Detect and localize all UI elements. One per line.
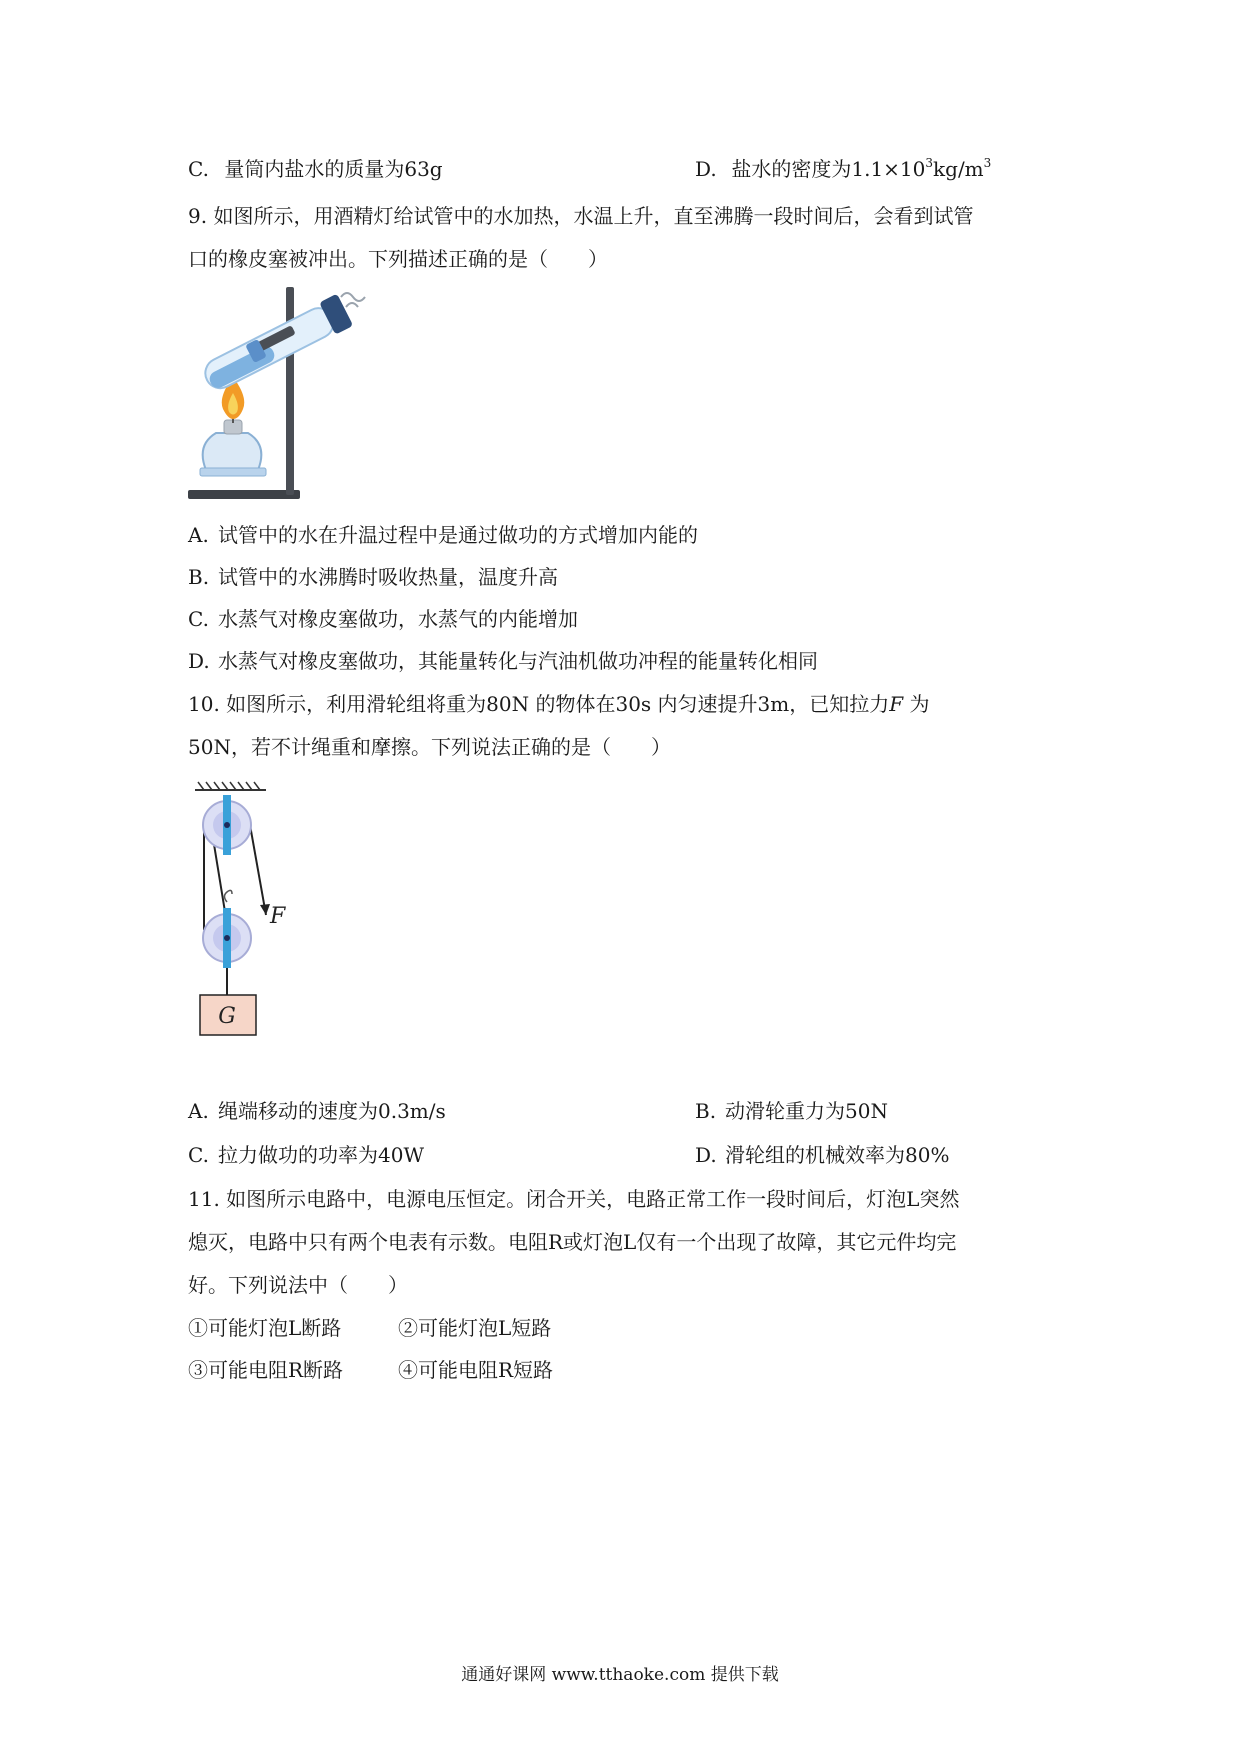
q11-choice-1: ①可能灯泡L断路 bbox=[188, 1316, 342, 1340]
footer-source: 通通好课网 www.tthaoke.com 提供下载 bbox=[461, 1665, 779, 1685]
option-text: 试管中的水在升温过程中是通过做功的方式增加内能的 bbox=[218, 523, 698, 547]
q9-option-b bbox=[188, 563, 558, 591]
option-label: C. bbox=[188, 1143, 209, 1167]
q9-stem-line1: 9. 如图所示，用酒精灯给试管中的水加热，水温上升，直至沸腾一段时间后，会看到试管 bbox=[188, 204, 974, 228]
exponent: 3 bbox=[925, 156, 934, 170]
option-text: 水蒸气对橡皮塞做功，水蒸气的内能增加 bbox=[218, 607, 578, 631]
stand-rod bbox=[286, 287, 294, 495]
q10-stem-line1 bbox=[188, 690, 929, 718]
pulley-system-figure bbox=[190, 780, 310, 1040]
option-text: 试管中的水沸腾时吸收热量，温度升高 bbox=[218, 565, 558, 589]
option-label: D. bbox=[695, 1143, 717, 1167]
option-label: D. bbox=[188, 649, 210, 673]
option-text: 滑轮组的机械效率为80% bbox=[725, 1143, 950, 1167]
option-text: 拉力做功的功率为40W bbox=[218, 1143, 425, 1167]
steam bbox=[341, 293, 365, 301]
option-label: A. bbox=[188, 523, 209, 547]
option-text: 量筒内盐水的质量为63g bbox=[224, 157, 443, 181]
force-symbol: F bbox=[889, 692, 904, 716]
q9-option-d bbox=[188, 647, 818, 675]
alcohol-lamp-body bbox=[203, 433, 262, 470]
q10-option-d bbox=[695, 1141, 949, 1169]
q9-option-a bbox=[188, 521, 698, 549]
stem-text: 10. 如图所示，利用滑轮组将重为80N 的物体在30s 内匀速提升3m，已知拉力 bbox=[188, 692, 890, 716]
q9-option-c bbox=[188, 605, 578, 633]
q11-stem-line2: 熄灭，电路中只有两个电表有示数。电阻R或灯泡L仅有一个出现了故障，其它元件均完 bbox=[188, 1230, 957, 1254]
option-label: A. bbox=[188, 1099, 209, 1123]
q10-option-b bbox=[695, 1097, 888, 1125]
q10-option-a bbox=[188, 1097, 446, 1125]
option-text: 动滑轮重力为50N bbox=[725, 1099, 888, 1123]
q11-choice-4: ④可能电阻R短路 bbox=[398, 1358, 554, 1382]
q9-stem-line2: 口的橡皮塞被冲出。下列描述正确的是（ ） bbox=[188, 247, 608, 271]
q8-option-c bbox=[188, 155, 443, 183]
option-text: 水蒸气对橡皮塞做功，其能量转化与汽油机做功冲程的能量转化相同 bbox=[218, 649, 818, 673]
force-label: F bbox=[270, 904, 286, 929]
exponent: 3 bbox=[983, 156, 992, 170]
option-text: 盐水的密度为1.1×10 bbox=[731, 157, 926, 181]
option-label: D. bbox=[695, 157, 717, 181]
option-label: B. bbox=[188, 565, 210, 589]
q10-option-c bbox=[188, 1141, 424, 1169]
stem-text-end: 为 bbox=[909, 692, 930, 716]
q11-stem-line1: 11. 如图所示电路中，电源电压恒定。闭合开关，电路正常工作一段时间后，灯泡L突然 bbox=[188, 1187, 960, 1211]
option-text: 绳端移动的速度为0.3m/s bbox=[218, 1099, 446, 1123]
option-label: C. bbox=[188, 157, 209, 181]
stand-base bbox=[188, 490, 300, 499]
option-label: C. bbox=[188, 607, 209, 631]
q11-choice-3: ③可能电阻R断路 bbox=[188, 1358, 344, 1382]
weight-label: G bbox=[218, 1004, 236, 1029]
rope-free-end bbox=[250, 825, 266, 915]
test-tube-heating-figure bbox=[186, 285, 376, 507]
alcohol-lamp-base bbox=[200, 468, 266, 476]
q11-choice-2: ②可能灯泡L短路 bbox=[398, 1316, 552, 1340]
unit-text: kg/m bbox=[933, 157, 984, 181]
q10-stem-line2: 50N，若不计绳重和摩擦。下列说法正确的是（ ） bbox=[188, 735, 671, 759]
q11-stem-line3: 好。下列说法中（ ） bbox=[188, 1273, 408, 1297]
option-label: B. bbox=[695, 1099, 717, 1123]
q8-option-d bbox=[695, 155, 991, 183]
